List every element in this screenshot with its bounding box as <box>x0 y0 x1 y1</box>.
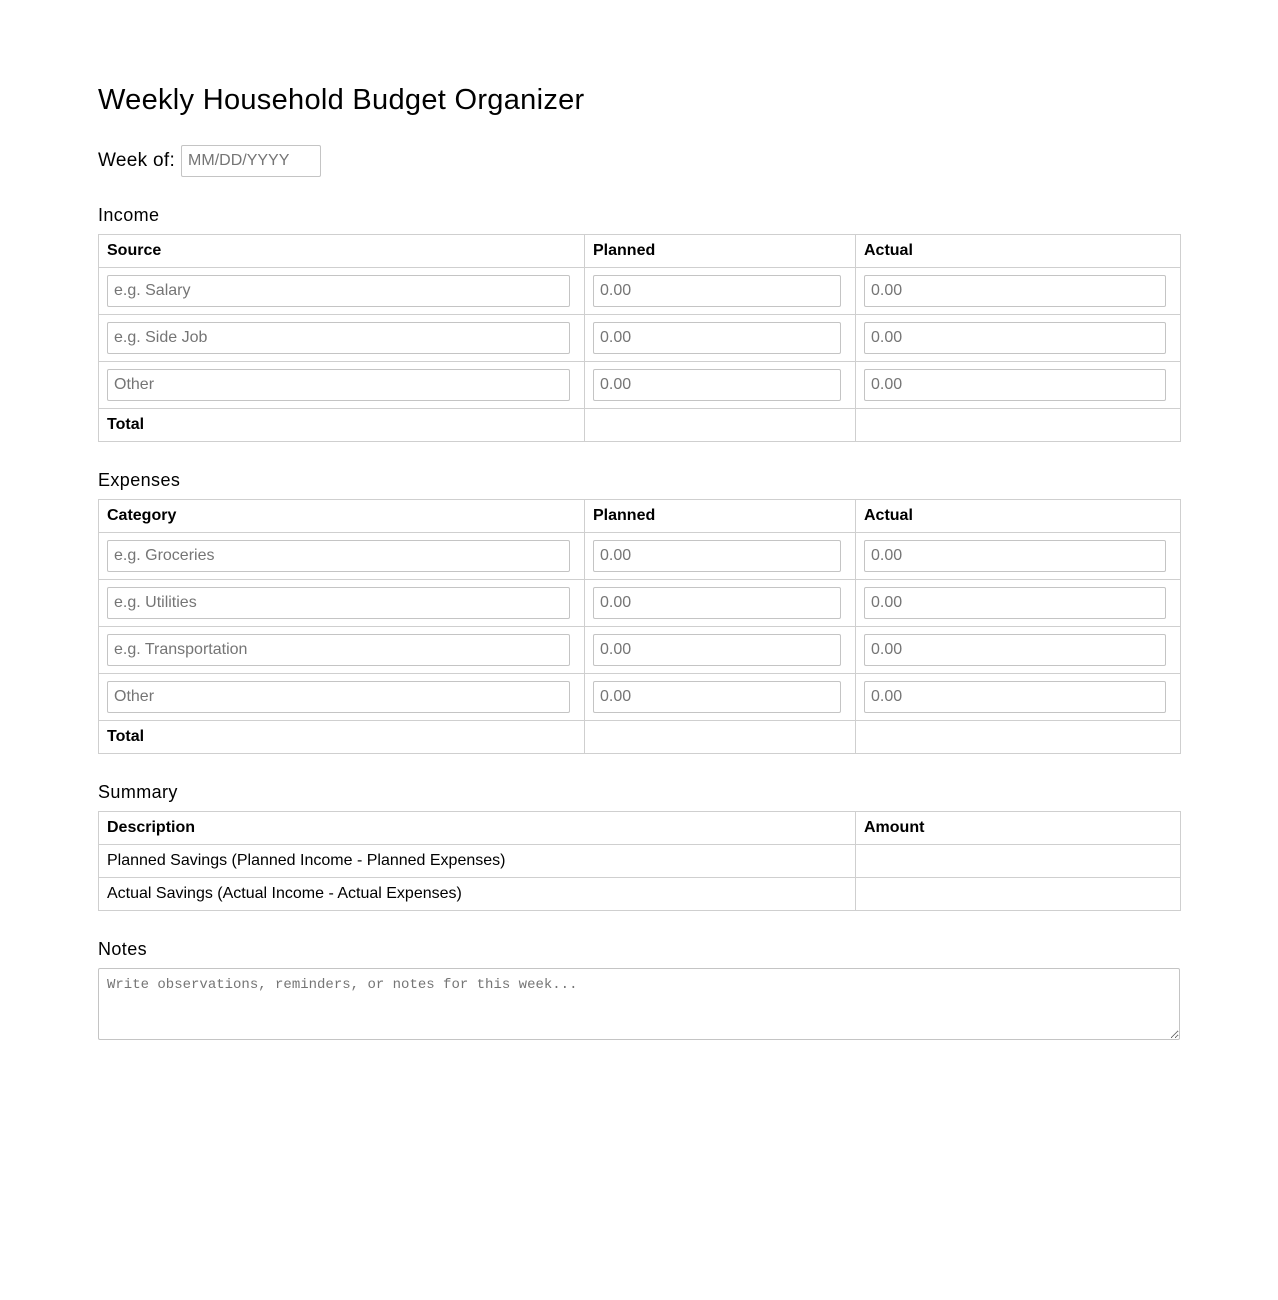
income-planned-input[interactable] <box>593 275 841 307</box>
expenses-total-planned <box>585 721 856 754</box>
expense-planned-input[interactable] <box>593 681 841 713</box>
income-row <box>99 362 1181 409</box>
summary-amount <box>856 878 1181 911</box>
summary-row-planned-savings <box>99 845 1181 878</box>
income-actual-cell <box>856 315 1181 362</box>
income-header-planned: Planned <box>585 235 856 268</box>
income-planned-cell <box>585 268 856 315</box>
expense-category-input[interactable] <box>107 540 570 572</box>
week-of-input[interactable] <box>181 145 321 177</box>
income-total-label: Total <box>99 409 585 442</box>
summary-description: Planned Savings (Planned Income - Planned Expenses) <box>99 845 856 878</box>
week-of-label: Week of: <box>98 150 176 171</box>
page-title: Weekly Household Budget Organizer <box>98 84 585 116</box>
income-row <box>99 268 1181 315</box>
expense-category-cell <box>99 674 585 721</box>
income-source-input[interactable] <box>107 275 570 307</box>
income-actual-input[interactable] <box>864 275 1166 307</box>
expense-category-cell <box>99 580 585 627</box>
summary-amount <box>856 845 1181 878</box>
expenses-section-title: Expenses <box>98 470 181 490</box>
income-header-actual: Actual <box>856 235 1181 268</box>
expense-row <box>99 580 1181 627</box>
summary-section-title: Summary <box>98 782 178 802</box>
expense-category-input[interactable] <box>107 634 570 666</box>
expense-planned-input[interactable] <box>593 587 841 619</box>
summary-table <box>98 811 1181 911</box>
income-header-source: Source <box>99 235 585 268</box>
expense-actual-input[interactable] <box>864 587 1166 619</box>
week-of-row <box>98 145 321 177</box>
expense-actual-cell <box>856 627 1181 674</box>
income-source-cell <box>99 362 585 409</box>
income-source-cell <box>99 268 585 315</box>
income-source-input[interactable] <box>107 322 570 354</box>
summary-header-amount: Amount <box>856 812 1181 845</box>
income-actual-input[interactable] <box>864 322 1166 354</box>
income-table <box>98 234 1181 442</box>
notes-section-title: Notes <box>98 939 148 959</box>
expense-actual-cell <box>856 580 1181 627</box>
summary-row-actual-savings <box>99 878 1181 911</box>
income-header-row <box>99 235 1181 268</box>
expense-actual-input[interactable] <box>864 681 1166 713</box>
expense-planned-input[interactable] <box>593 540 841 572</box>
expense-planned-input[interactable] <box>593 634 841 666</box>
income-planned-cell <box>585 362 856 409</box>
expense-planned-cell <box>585 580 856 627</box>
expense-row <box>99 533 1181 580</box>
expense-planned-cell <box>585 533 856 580</box>
expense-actual-cell <box>856 674 1181 721</box>
expense-category-cell <box>99 533 585 580</box>
notes-textarea[interactable] <box>98 968 1180 1040</box>
expense-planned-cell <box>585 627 856 674</box>
expense-actual-input[interactable] <box>864 540 1166 572</box>
expense-category-cell <box>99 627 585 674</box>
summary-header-row <box>99 812 1181 845</box>
expenses-total-row <box>99 721 1181 754</box>
expenses-total-label: Total <box>99 721 585 754</box>
expense-category-input[interactable] <box>107 681 570 713</box>
summary-header-description: Description <box>99 812 856 845</box>
expense-planned-cell <box>585 674 856 721</box>
income-planned-input[interactable] <box>593 322 841 354</box>
income-row <box>99 315 1181 362</box>
expense-row <box>99 674 1181 721</box>
expenses-header-planned: Planned <box>585 500 856 533</box>
income-total-row <box>99 409 1181 442</box>
expense-actual-input[interactable] <box>864 634 1166 666</box>
income-source-cell <box>99 315 585 362</box>
income-total-planned <box>585 409 856 442</box>
income-total-actual <box>856 409 1181 442</box>
income-section-title: Income <box>98 205 160 225</box>
summary-description: Actual Savings (Actual Income - Actual Expenses) <box>99 878 856 911</box>
income-planned-cell <box>585 315 856 362</box>
income-source-input[interactable] <box>107 369 570 401</box>
expenses-header-category: Category <box>99 500 585 533</box>
expenses-total-actual <box>856 721 1181 754</box>
income-actual-cell <box>856 362 1181 409</box>
income-actual-input[interactable] <box>864 369 1166 401</box>
expense-row <box>99 627 1181 674</box>
expense-actual-cell <box>856 533 1181 580</box>
expenses-header-row <box>99 500 1181 533</box>
expenses-table <box>98 499 1181 754</box>
expense-category-input[interactable] <box>107 587 570 619</box>
income-actual-cell <box>856 268 1181 315</box>
income-planned-input[interactable] <box>593 369 841 401</box>
expenses-header-actual: Actual <box>856 500 1181 533</box>
